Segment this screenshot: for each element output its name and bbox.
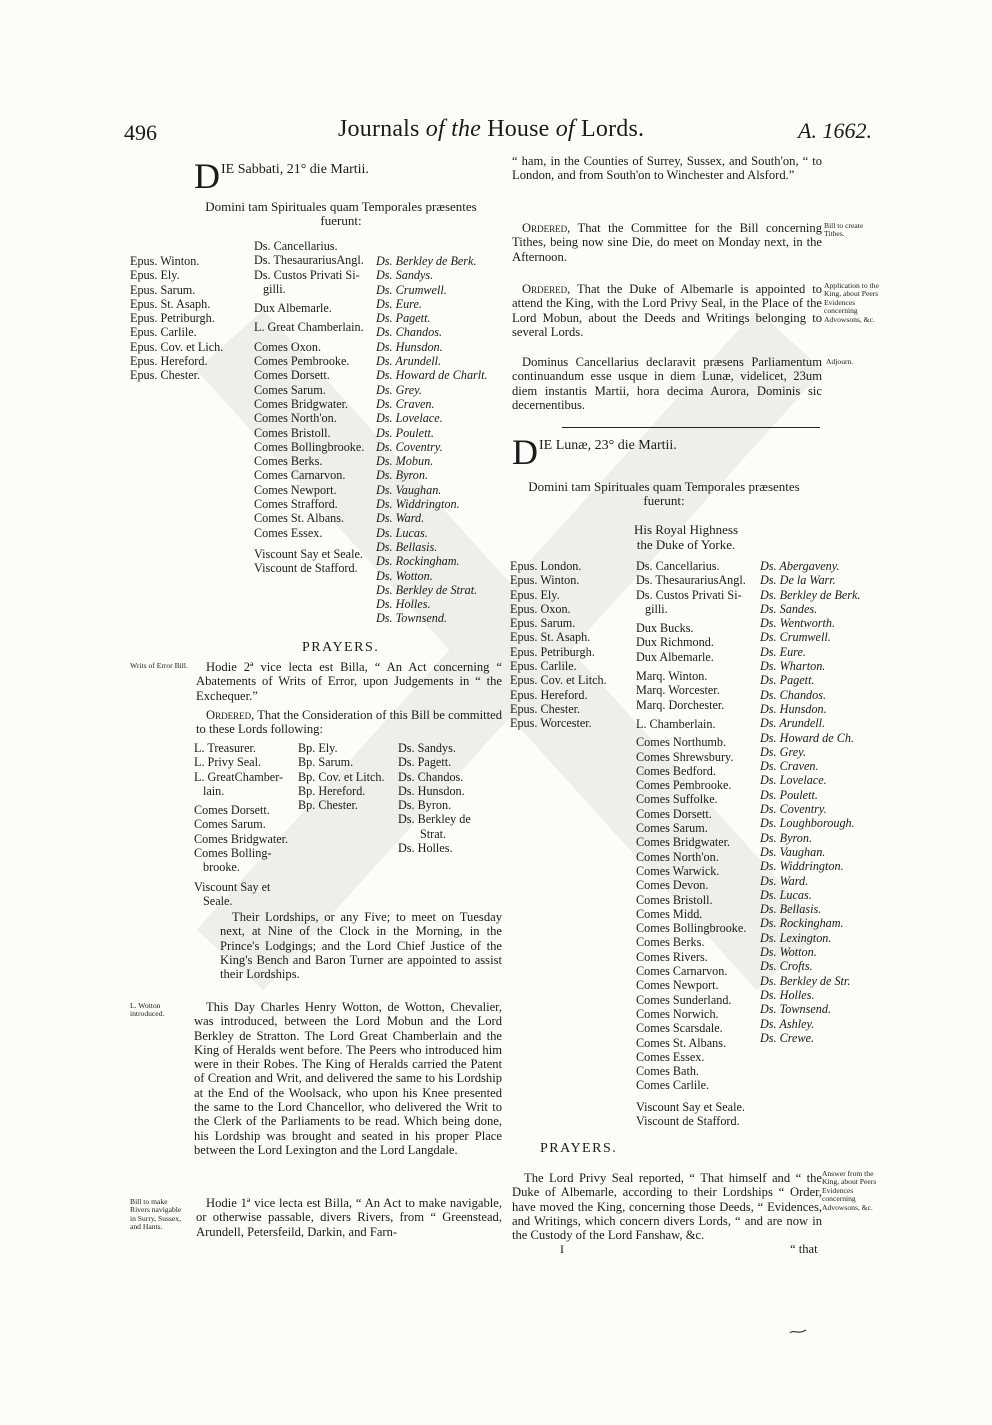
list-item: Ds. Craven.: [760, 759, 819, 774]
list-item: Comes Dorsett.: [254, 368, 330, 383]
wotton-paragraph: This Day Charles Henry Wotton, de Wotton, Chevalier, was introduced, between the Lord Mobun and the Lord Berkley de Stratton. The Lord Great Chamberlain and the King of Heralds went before. The Peers who introduced him were in their Robes. The King of Heralds carried the Patent of Creation and Writ, and delivered the same to his Lordship at the End of the Woolsack, who upon his Knee presented the same to the Lord Chancellor, who delivered the Writ to the Clerk of the Parliaments to be read. Which being done, his Lordship was brought and seated in his proper Place between the Lord Lexington and the Lord Langdale.: [194, 1000, 502, 1157]
list-item: Comes Carlile.: [636, 1078, 710, 1093]
list-item: Comes Newport.: [254, 482, 337, 497]
list-item: Ds. Lovelace.: [376, 411, 443, 426]
list-item: Comes St. Albans.: [636, 1035, 727, 1050]
list-item: Ds. Crumwell.: [760, 630, 831, 645]
list-item: L. Privy Seal.: [194, 755, 262, 770]
list-item: L. Great Chamberlain.: [254, 320, 364, 335]
list-item: Comes Bristoll.: [636, 892, 713, 907]
list-item: Ds. Eure.: [376, 296, 422, 311]
list-item: Ds. Eure.: [760, 644, 806, 659]
list-item: Comes Strafford.: [254, 497, 338, 512]
committee-list-b: [298, 741, 385, 812]
list-item: Ds. Custos Privati Si-: [254, 267, 360, 282]
list-item: Comes Scarsdale.: [636, 1021, 723, 1036]
list-item: Comes Oxon.: [254, 339, 322, 354]
list-item: Ds. Lucas.: [376, 525, 428, 540]
list-item: Epus. Petriburgh.: [510, 644, 595, 659]
list-item: Viscount Say et Seale.: [254, 546, 363, 561]
list-item: Ds. Holles.: [376, 597, 431, 612]
list-item: Comes Essex.: [254, 525, 323, 540]
margin-note-answer: Answer from the King, about Peers Evidences concerning Advowsons, &c.: [822, 1169, 877, 1212]
list-item: gilli.: [263, 281, 286, 296]
list-item: Ds. Chandos.: [398, 769, 464, 784]
page-number: 496: [124, 120, 157, 145]
barons-list-1: [376, 254, 488, 626]
margin-note-adjourn: Adjourn.: [826, 357, 854, 366]
margin-note-writs: Writs of Error Bill.: [130, 661, 188, 670]
list-item: Comes Devon.: [636, 878, 709, 893]
list-item: Ds. Bellasis.: [376, 539, 438, 554]
list-item: Ds. Ward.: [376, 511, 425, 526]
temporal-lords-list-1: [254, 239, 364, 576]
ordered-paragraph-1: Ordered, That the Consideration of this Bill be committed to these Lords following:: [196, 708, 502, 737]
list-item: Ds. Grey.: [376, 382, 422, 397]
list-item: Ds. Rockingham.: [760, 916, 844, 931]
day-heading-monday: D IE Lunæ, 23° die Martii.: [512, 432, 677, 472]
list-item: Ds. Hunsdon.: [398, 783, 465, 798]
margin-note-application: Application to the King, about Peers Evidences concerning Advowsons, &c.: [824, 281, 879, 324]
signature-mark: I: [560, 1242, 564, 1256]
list-item: Ds. Coventry.: [376, 439, 443, 454]
list-item: Comes Shrewsbury.: [636, 749, 734, 764]
list-item: Ds. Widdrington.: [760, 859, 844, 874]
list-item: Ds. Byron.: [760, 830, 813, 845]
list-item: Ds. Cancellarius.: [636, 559, 720, 573]
list-item: Ds. Coventry.: [760, 802, 827, 817]
list-item: Ds. Howard de Ch.: [760, 730, 855, 745]
list-item: Viscount Say et Seale.: [636, 1099, 745, 1114]
list-item: Ds. Holles.: [760, 987, 815, 1002]
list-item: Ds. Vaughan.: [760, 844, 826, 859]
list-item: Comes Berks.: [254, 454, 323, 469]
list-item: Epus. Winton.: [510, 573, 580, 588]
list-item: Comes Bridgwater.: [636, 835, 731, 850]
list-item: Ds. Berkley de Str.: [760, 973, 851, 988]
list-item: Epus. Hereford.: [510, 687, 588, 702]
list-item: Ds. Lexington.: [760, 930, 832, 945]
list-item: Ds. Lovelace.: [760, 773, 827, 788]
list-item: Epus. Carlile.: [510, 659, 577, 674]
list-item: Ds. Berkley de Strat.: [376, 582, 478, 597]
list-item: Ds. Townsend.: [376, 611, 447, 626]
list-item: Ds. Cancellarius.: [254, 239, 338, 253]
list-item: Epus. Oxon.: [510, 601, 571, 616]
list-item: Ds. Mobun.: [376, 454, 434, 469]
list-item: Ds. Berkley de Berk.: [376, 254, 477, 268]
list-item: Epus. London.: [510, 559, 582, 573]
page-title: Journals of the House of Lords.: [338, 116, 645, 142]
list-item: Epus. Hereford.: [130, 354, 208, 369]
bishops-list-1: [130, 254, 223, 383]
list-item: L. Treasurer.: [194, 741, 256, 755]
list-item: Comes Bristoll.: [254, 425, 331, 440]
list-item: Comes Sarum.: [636, 821, 708, 836]
list-item: Dux Bucks.: [636, 621, 694, 636]
list-item: Epus. Chester.: [510, 701, 581, 716]
list-item: Comes Sunderland.: [636, 992, 732, 1007]
list-item: Ds. Wotton.: [376, 568, 433, 583]
list-item: Comes Pembrooke.: [636, 778, 732, 793]
list-item: Ds. Hunsdon.: [760, 701, 827, 716]
list-item: Ds. Sandes.: [760, 601, 818, 616]
list-item: Marq. Dorchester.: [636, 697, 725, 712]
list-item: Ds. Arundell.: [376, 354, 442, 369]
list-item: Comes Sarum.: [254, 382, 326, 397]
list-item: Ds. Wotton.: [760, 945, 817, 960]
list-item: Comes Dorsett.: [636, 806, 712, 821]
margin-note-tithes: Bill to create Tithes.: [824, 221, 864, 239]
list-item: Comes Bollingbrooke.: [636, 921, 747, 936]
rivers-bill-paragraph: Hodie 1ª vice lecta est Billa, “ An Act to make navigable, or otherwise passable, divers Rivers, from “ Greenstead, Arundell, Petersfeild, Darkin, and Farn-: [196, 1196, 502, 1239]
list-item: Ds. Pagett.: [376, 311, 431, 326]
list-item: Epus. Cov. et Lich.: [130, 339, 224, 354]
list-item: Ds. Berkley de Berk.: [760, 587, 861, 602]
ink-mark-icon: [788, 1327, 808, 1337]
list-item: Ds. Lucas.: [760, 887, 812, 902]
list-item: Ds. Chandos.: [376, 325, 443, 340]
list-item: Epus. Winton.: [130, 254, 200, 268]
list-item: Dux Albemarle.: [636, 649, 714, 664]
list-item: Comes Berks.: [636, 935, 705, 950]
list-item: Bp. Ely.: [298, 741, 338, 755]
list-item: Comes Bollingbrooke.: [254, 439, 365, 454]
list-item: Ds. Pagett.: [398, 755, 452, 770]
list-item: Comes Pembrooke.: [254, 354, 350, 369]
list-item: Comes Norwich.: [636, 1006, 719, 1021]
margin-note-rivers: Bill to make Rivers navigable in Surry, Sussex, and Hants.: [130, 1197, 182, 1232]
list-item: Ds. Loughborough.: [760, 816, 855, 831]
list-item: Ds. Custos Privati Si-: [636, 587, 742, 602]
list-item: Bp. Sarum.: [298, 755, 354, 770]
list-item: Ds. Bellasis.: [760, 902, 822, 917]
list-item: lain.: [203, 783, 225, 798]
list-item: Ds. Berkley de: [398, 812, 471, 827]
list-item: Ds. Ward.: [760, 873, 809, 888]
list-item: Comes Bedford.: [636, 763, 716, 778]
list-item: Ds. Craven.: [376, 396, 435, 411]
list-item: Bp. Cov. et Litch.: [298, 769, 385, 784]
list-item: Ds. Sandys.: [376, 268, 434, 283]
prayers-heading-2: PRAYERS.: [540, 1141, 618, 1156]
list-item: Dux Richmond.: [636, 635, 714, 650]
committee-list-a: [194, 741, 288, 908]
list-item: Epus. St. Asaph.: [510, 630, 591, 645]
temporal-lords-list-2: [636, 559, 746, 1128]
list-item: Comes Bolling-: [194, 846, 272, 861]
list-item: Epus. Carlile.: [130, 325, 197, 340]
list-item: Ds. Poulett.: [760, 787, 818, 802]
list-item: Bp. Hereford.: [298, 783, 366, 798]
list-item: Comes Rivers.: [636, 949, 708, 964]
list-item: Comes Northumb.: [636, 735, 727, 750]
list-item: Comes Bridgwater.: [194, 831, 289, 846]
list-item: Ds. Holles.: [398, 841, 453, 856]
list-item: Ds. Hunsdon.: [376, 339, 443, 354]
list-item: Epus. Ely.: [130, 268, 180, 283]
list-item: Epus. Chester.: [130, 368, 201, 383]
list-item: Epus. Petriburgh.: [130, 311, 215, 326]
barons-list-2: [760, 559, 861, 1045]
writs-bill-paragraph: Hodie 2ª vice lecta est Billa, “ An Act concerning “ Abatements of Writs of Error, upon Judgements in “ the Exchequer.”: [196, 660, 502, 703]
list-item: Comes Essex.: [636, 1049, 705, 1064]
list-item: Ds. Chandos.: [760, 687, 827, 702]
day-heading-saturday: D IE Sabbati, 21° die Martii.: [194, 156, 369, 196]
list-item: Ds. Abergaveny.: [760, 559, 840, 573]
domini-line-2: Domini tam Spirituales quam Temporales præsentes fuerunt:: [528, 479, 800, 509]
list-item: Ds. Crewe.: [760, 1030, 815, 1045]
list-item: Viscount Say et: [194, 879, 271, 894]
committee-list-c: [398, 741, 471, 855]
page-year: A. 1662.: [798, 118, 872, 143]
list-item: L. Chamberlain.: [636, 716, 716, 731]
list-item: Ds. Wentworth.: [760, 616, 836, 631]
domini-line: Domini tam Spirituales quam Temporales præsentes fuerunt:: [205, 199, 477, 229]
list-item: Comes Dorsett.: [194, 803, 270, 818]
list-item: Epus. Worcester.: [510, 716, 592, 731]
list-item: Ds. Vaughan.: [376, 482, 442, 497]
bishops-list-2: [510, 559, 607, 731]
margin-note-wotton: L. Wotton introduced.: [130, 1001, 165, 1019]
list-item: Ds. ThesaurariusAngl.: [636, 573, 746, 588]
list-item: Comes Carnarvon.: [636, 964, 728, 979]
list-item: Comes Warwick.: [636, 863, 720, 878]
list-item: Ds. Pagett.: [760, 673, 815, 688]
list-item: Ds. De la Warr.: [760, 573, 836, 588]
list-item: Ds. Grey.: [760, 744, 806, 759]
list-item: Ds. ThesaurariusAngl.: [254, 253, 364, 268]
list-item: Strat.: [420, 826, 447, 841]
list-item: Epus. Sarum.: [510, 616, 576, 631]
list-item: Comes Carnarvon.: [254, 468, 346, 483]
list-item: Viscount de Stafford.: [254, 561, 358, 576]
list-item: Comes St. Albans.: [254, 511, 345, 526]
ordered-paragraph-3: Ordered, That the Duke of Albemarle is appointed to attend the King, with the Lord Privy Seal, in the Place of the Lord Mobun, about the Deeds and Writings belonging to several Lords.: [512, 282, 822, 339]
list-item: Ds. Crofts.: [760, 959, 813, 974]
list-item: Ds. Townsend.: [760, 1002, 831, 1017]
list-item: Comes Midd.: [636, 906, 703, 921]
list-item: brooke.: [203, 860, 240, 875]
list-item: Ds. Crumwell.: [376, 282, 447, 297]
list-item: gilli.: [645, 601, 668, 616]
adjournment-paragraph: Dominus Cancellarius declaravit præsens Parliamentum continuandum esse usque in diem Lunæ, videlicet, 23um diem instantis Martii, hora decima Aurora, Dominis sic decernentibus.: [512, 355, 822, 412]
list-item: Seale.: [203, 893, 233, 908]
ordered-paragraph-2: Ordered, That the Committee for the Bill concerning Tithes, being now sine Die, do meet on Monday next, in the Afternoon.: [512, 221, 822, 264]
list-item: Ds. Rockingham.: [376, 554, 460, 569]
list-item: Marq. Worcester.: [636, 683, 720, 698]
royal-highness: His Royal Highness the Duke of Yorke.: [634, 522, 738, 552]
list-item: Bp. Chester.: [298, 798, 358, 813]
list-item: Ds. Wharton.: [760, 659, 826, 674]
list-item: Comes Sarum.: [194, 817, 266, 832]
list-item: Epus. St. Asaph.: [130, 296, 211, 311]
list-item: Dux Albemarle.: [254, 301, 332, 316]
list-item: Ds. Widdrington.: [376, 497, 460, 512]
list-item: Comes North'on.: [254, 411, 337, 426]
list-item: Comes Newport.: [636, 978, 719, 993]
list-item: Ds. Byron.: [398, 798, 452, 813]
list-item: Viscount de Stafford.: [636, 1113, 740, 1128]
list-item: Marq. Winton.: [636, 669, 708, 684]
lordships-paragraph: Their Lordships, or any Five; to meet on Tuesday next, at Nine of the Clock in the Morning, in the Prince's Lodgings; and the Lord Chief Justice of the King's Bench and Baron Turner are appointed to assist their Lordships.: [220, 910, 502, 982]
list-item: Ds. Byron.: [376, 468, 429, 483]
continued-paragraph: “ ham, in the Counties of Surrey, Sussex, and South'on, “ to London, and from South'on to Winchester and Alsford.”: [512, 154, 822, 183]
catchword: “ that: [790, 1242, 818, 1256]
section-divider: [562, 427, 820, 428]
list-item: Ds. Howard de Charlt.: [376, 368, 488, 383]
list-item: Ds. Sandys.: [398, 741, 456, 755]
list-item: Epus. Ely.: [510, 587, 560, 602]
prayers-heading-1: PRAYERS.: [302, 640, 380, 655]
list-item: Comes North'on.: [636, 849, 719, 864]
list-item: Comes Suffolke.: [636, 792, 718, 807]
list-item: Ds. Poulett.: [376, 425, 434, 440]
list-item: Epus. Cov. et Litch.: [510, 673, 607, 688]
list-item: Ds. Ashley.: [760, 1016, 815, 1031]
privy-seal-paragraph: The Lord Privy Seal reported, “ That himself and “ the Duke of Albemarle, according to their Lordships “ Order, have moved the King, concerning those Deeds, “ Evidences, and Writings, which concern divers Lords, “ and are now in the Custody of the Lord Fanshaw, &c.: [512, 1171, 822, 1243]
list-item: Comes Bath.: [636, 1064, 699, 1079]
list-item: Comes Bridgwater.: [254, 396, 349, 411]
list-item: L. GreatChamber-: [194, 769, 284, 784]
list-item: Ds. Arundell.: [760, 716, 826, 731]
list-item: Epus. Sarum.: [130, 282, 196, 297]
